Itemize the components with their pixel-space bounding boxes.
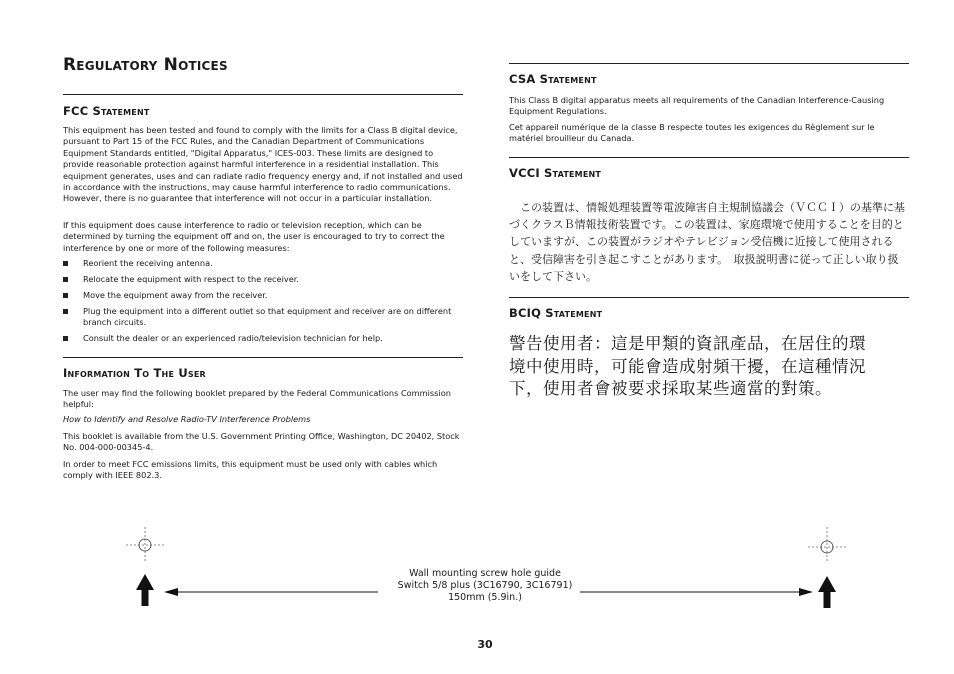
vcci-heading: VCCI Statement (509, 166, 602, 180)
info-paragraph-3: In order to meet FCC emissions limits, this equipment must be used only with cables which comply with IEEE 802.3. (63, 459, 438, 481)
crosshair-left-icon (126, 527, 164, 563)
csa-heading: CSA Statement (509, 72, 597, 86)
page-title: Regulatory Notices (63, 55, 228, 75)
bciq-heading: BCIQ Statement (509, 306, 603, 320)
info-paragraph-2: This booklet is available from the U.S. Government Printing Office, Washington, DC 20402, Stock No. 004-000-00345-4. (63, 431, 460, 453)
list-item: Plug the equipment into a different outlet so that equipment and receiver are on different branch circuits. (63, 306, 463, 329)
list-item: Relocate the equipment with respect to the receiver. (63, 274, 463, 285)
guide-line-1: Wall mounting screw hole guide (409, 568, 561, 579)
info-heading: Information To The User (63, 366, 206, 380)
fcc-paragraph-1: This equipment has been tested and found to comply with the limits for a Class B digital device, pursuant to Part 15 of the FCC Rules, and the Canadian Department of Communications Equipment Standards entitled, "Digital Apparatus," ICES-003. These limits are designed to provide reasonable protection against harmful interference in a residential installation. This equipment generates, uses and can radiate radio frequency energy and, if not installed and used in accordance with the instructions, may cause harmful interference to radio communications. However, there is no guarantee that interference will not occur in a particular installation. (63, 125, 463, 204)
list-item: Move the equipment away from the receiver. (63, 290, 463, 301)
up-arrow-right-icon (818, 576, 836, 608)
fcc-paragraph-2: If this equipment does cause interference to radio or television reception, which can be determined by turning the equipment off and on, the user is encouraged to try to correct the interference by one or more of the following measures: (63, 220, 445, 253)
vcci-text: この装置は、情報処理装置等電波障害自主規制協議会（ＶＣＣＩ）の基準に基づくクラスＢ情報技術装置です。この装置は、家庭環境で使用することを目的としていますが、この装置がラジオやテレビジョン受信機に近接して使用されると、受信障害を引き起こすことがあります。 取扱説明書に従って正しい取り扱いをして下さい。 (509, 201, 905, 283)
fcc-heading: FCC Statement (63, 104, 150, 118)
up-arrow-left-icon (136, 574, 154, 606)
info-paragraph-1: The user may find the following booklet prepared by the Federal Communications Commission helpful: (63, 388, 451, 410)
bciq-text: 警告使用者：這是甲類的資訊產品，在居住的環境中使用時，可能會造成射頻干擾，在這種情況下，使用者會被要求採取某些適當的對策。 (509, 334, 866, 398)
booklet-title: How to Identify and Resolve Radio-TV Interference Problems (63, 414, 311, 424)
guide-line-2: Switch 5/8 plus (3C16790, 3C16791) (397, 579, 573, 591)
page-number: 30 (477, 638, 493, 651)
crosshair-right-icon (808, 527, 846, 563)
guide-line-3: 150mm (5.9in.) (448, 591, 522, 603)
mounting-guide-label (360, 568, 610, 603)
list-item: Consult the dealer or an experienced radio/television technician for help. (63, 333, 463, 344)
csa-paragraph-en: This Class B digital apparatus meets all requirements of the Canadian Interference-Causing Equipment Regulations. (509, 95, 885, 117)
list-item: Reorient the receiving antenna. (63, 258, 463, 269)
csa-paragraph-fr: Cet appareil numérique de la classe B respecte toutes les exigences du Règlement sur le matériel brouilleur du Canada. (509, 122, 875, 144)
